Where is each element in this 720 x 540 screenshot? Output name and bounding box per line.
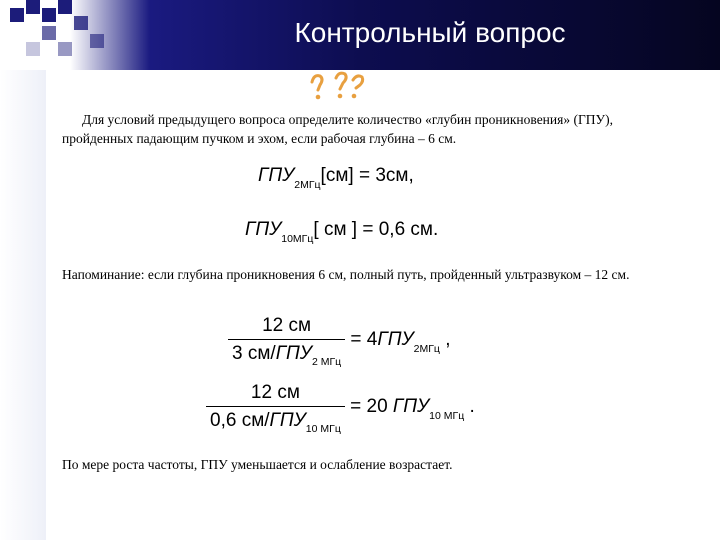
formula-fraction-10mhz (206, 382, 475, 435)
gpu-symbol: ГПУ (258, 165, 295, 186)
conclusion-text: По мере роста частоты, ГПУ уменьшается и ослабление возрастает. (62, 457, 453, 472)
slide-title: Контрольный вопрос (294, 17, 566, 48)
fraction (206, 382, 345, 435)
question-text: Для условий предыдущего вопроса определите количество «глубин проникновения» (ГПУ), пройденных падающим пучком и эхом, если рабочая глубина – 6 см. (62, 112, 613, 146)
unit: [ см ] (313, 219, 358, 240)
gpu-symbol: ГПУ (377, 329, 414, 351)
gpu-symbol: ГПУ (392, 396, 430, 418)
subscript: 10МГц (281, 233, 314, 245)
fraction (228, 315, 345, 368)
reminder-text: Напоминание: если глубина проникновения 6 см, полный путь, пройденный ультразвуком – 12 см. (62, 267, 630, 282)
denominator: 3 $см/ГПУ_{2 МГц}$ (232, 343, 342, 368)
formula-gpu-2mhz (258, 165, 414, 191)
result: = 20 (350, 396, 388, 418)
subscript: 10 МГц (429, 410, 465, 423)
formula-gpu-10mhz (245, 219, 439, 245)
result: = 4 (350, 329, 378, 351)
formula-fraction-2mhz (228, 315, 451, 368)
punct: , (445, 329, 451, 351)
value: = 0,6 см. (362, 219, 439, 240)
numerator: 12 см (228, 315, 345, 340)
title-band (0, 0, 720, 70)
gpu-symbol: ГПУ (245, 219, 282, 240)
subscript: 2МГц (294, 179, 321, 191)
punct: . (469, 396, 475, 418)
numerator: 12 см (206, 382, 345, 407)
question-marks-icon (308, 68, 368, 104)
denominator: 0,6 $см/ГПУ_{10 МГц}$ (210, 410, 341, 435)
decorative-squares (0, 0, 110, 70)
value: = 3см, (358, 165, 414, 186)
subscript: 2МГц (413, 343, 440, 356)
left-gradient-bar (0, 70, 46, 540)
unit: [см] (320, 165, 354, 186)
